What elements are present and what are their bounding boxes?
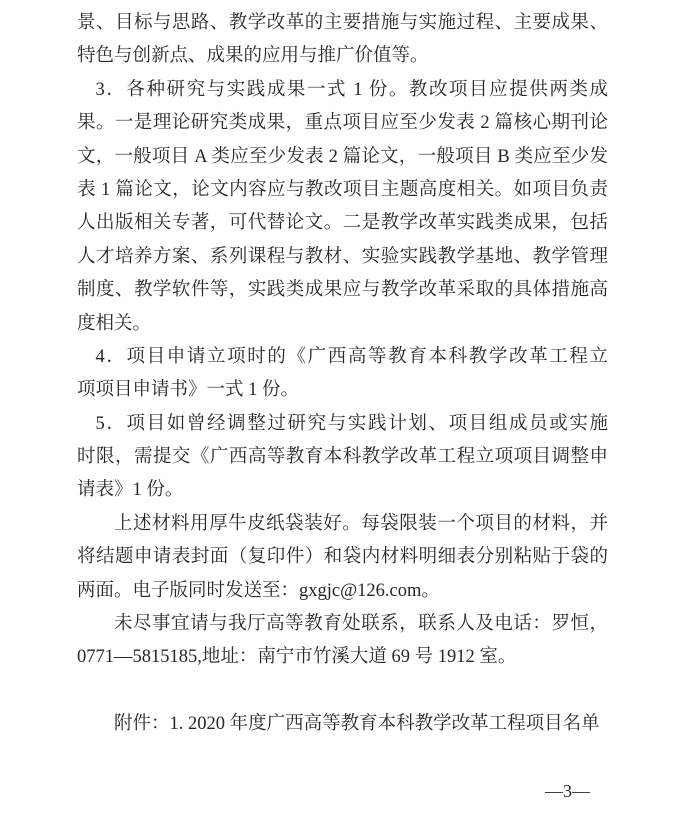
- document-line: 人出版相关专著，可代替论文。二是教学改革实践类成果，包括: [77, 213, 608, 234]
- document-line: 附件：1. 2020 年度广西高等教育本科教学改革工程项目名单: [114, 714, 600, 735]
- document-line: 两面。电子版同时发送至：gxgjc@126.com。: [77, 580, 440, 601]
- document-body: [77, 7, 608, 775]
- blank-line: [77, 675, 608, 708]
- blank-line: [77, 742, 608, 775]
- document-line: 0771—5815185,地址：南宁市竹溪大道 69 号 1912 室。: [77, 647, 517, 668]
- document-line: 将结题申请表封面（复印件）和袋内材料明细表分别粘贴于袋的: [77, 547, 608, 568]
- document-line: 4．项目申请立项时的《广西高等教育本科教学改革工程立: [95, 346, 608, 367]
- document-line: 果。一是理论研究类成果，重点项目应至少发表 2 篇核心期刊论: [77, 113, 608, 134]
- document-line: 特色与创新点、成果的应用与推广价值等。: [77, 46, 429, 67]
- document-line: 人才培养方案、系列课程与教材、实验实践教学基地、教学管理: [77, 246, 608, 267]
- document-line: 表 1 篇论文，论文内容应与教改项目主题高度相关。如项目负责: [77, 179, 608, 200]
- document-line: 时限，需提交《广西高等教育本科教学改革工程立项项目调整申: [77, 447, 608, 468]
- page-number: —3—: [545, 780, 590, 801]
- document-line: 上述材料用厚牛皮纸袋装好。每袋限装一个项目的材料，并: [114, 513, 608, 534]
- page-number-row: [77, 775, 608, 808]
- document-line: 制度、教学软件等，实践类成果应与教学改革采取的具体措施高: [77, 280, 608, 301]
- document-line: 项项目申请书》一式 1 份。: [77, 380, 300, 401]
- document-line: 度相关。: [77, 313, 152, 334]
- document-line: 未尽事宜请与我厅高等教育处联系，联系人及电话：罗恒，: [114, 614, 608, 635]
- document-line: 景、目标与思路、教学改革的主要措施与实施过程、主要成果、: [77, 13, 608, 33]
- document-line: 文，一般项目 A 类应至少发表 2 篇论文，一般项目 B 类应至少发: [77, 146, 608, 167]
- document-line: 5．项目如曾经调整过研究与实践计划、项目组成员或实施: [95, 413, 608, 434]
- document-line: 请表》1 份。: [77, 480, 184, 501]
- document-line: 3．各种研究与实践成果一式 1 份。教改项目应提供两类成: [95, 79, 608, 100]
